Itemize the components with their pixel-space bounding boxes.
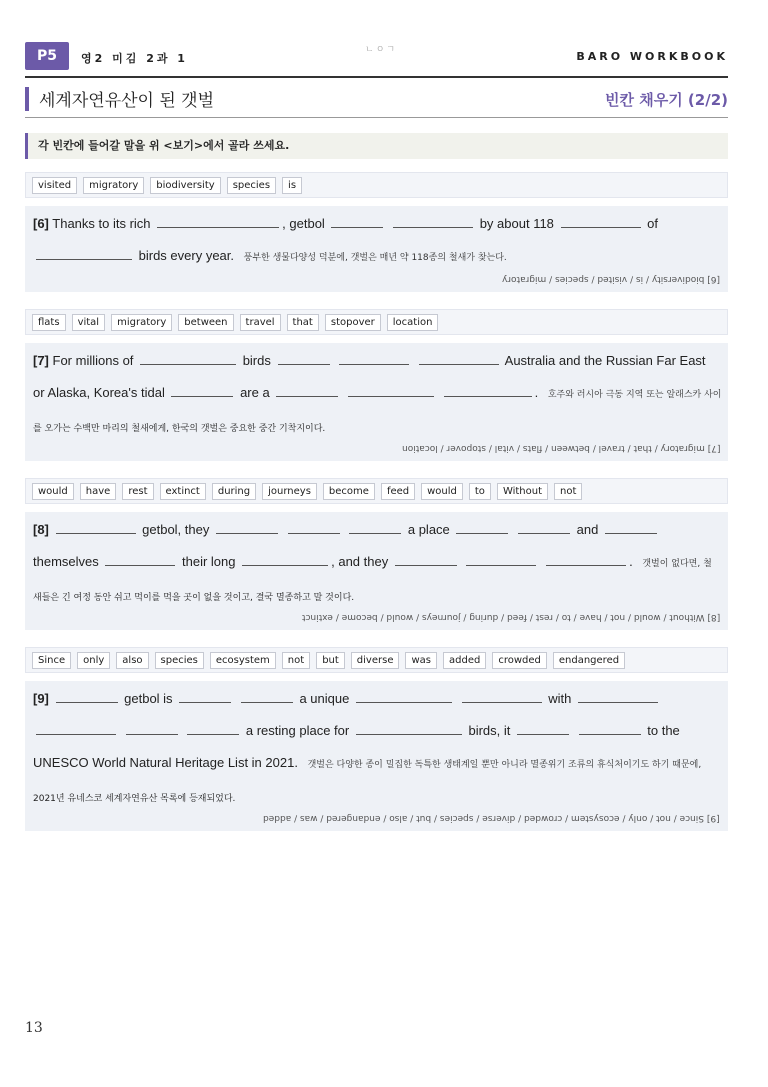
answer-blank[interactable]: [605, 522, 657, 534]
answer-blank[interactable]: [278, 353, 330, 365]
answer-blank[interactable]: [419, 353, 499, 365]
answer-blank[interactable]: [462, 691, 542, 703]
word-chip: migratory: [111, 314, 172, 331]
upside-down-answer: [6] biodiversity / is / visited / species / migratory: [501, 274, 720, 284]
word-chip: biodiversity: [150, 177, 220, 194]
q9-line-4: 2021년 유네스코 세계자연유산 목록에 등재되었다.: [33, 794, 236, 804]
q7-text: For millions of: [52, 353, 134, 368]
q6-text: Thanks to its rich: [52, 216, 151, 231]
word-chip: diverse: [351, 652, 400, 669]
word-chip: endangered: [553, 652, 625, 669]
word-chip: extinct: [160, 483, 206, 500]
q6-text: by about 118: [479, 216, 554, 231]
word-chip: journeys: [262, 483, 317, 500]
q6-text: , getbol: [282, 216, 325, 231]
answer-blank[interactable]: [395, 554, 457, 566]
page-mark: ㄴㅇㄱ: [365, 45, 398, 55]
q7-text: are a: [240, 385, 270, 400]
q9-text: UNESCO World Natural Heritage List in 2021.: [33, 755, 298, 770]
word-chip: migratory: [83, 177, 144, 194]
answer-blank[interactable]: [171, 385, 233, 397]
answer-blank[interactable]: [242, 554, 328, 566]
question-number: [6]: [33, 216, 49, 231]
word-bank-8: [25, 478, 728, 504]
q6-text: birds every year.: [138, 248, 234, 263]
word-chip: crowded: [492, 652, 547, 669]
answer-blank[interactable]: [349, 522, 401, 534]
upside-down-answer: [9] Since / not / only / ecosystem / crowded / diverse / species / but / also / endangered / was / added: [263, 813, 720, 823]
q7-text: birds: [242, 353, 271, 368]
word-chip: stopover: [325, 314, 381, 331]
q8-line-1: [33, 522, 660, 537]
q7-line-1: [33, 353, 706, 368]
korean-translation: 풍부한 생물다양성 덕분에, 갯벌은 매년 약 118종의 철새가 찾는다.: [243, 253, 507, 263]
q7-text: or Alaska, Korea's tidal: [33, 385, 165, 400]
answer-blank[interactable]: [466, 554, 536, 566]
q8-text: their long: [182, 554, 236, 569]
q8-text: a place: [407, 522, 450, 537]
question-6: [25, 206, 728, 292]
q6-line-1: [33, 216, 658, 231]
title-accent-bar: [25, 87, 29, 111]
answer-blank[interactable]: [187, 723, 239, 735]
upside-down-answer: [8] Without / would / not / have / to / rest / feed / during / journeys / would / become / extinct: [301, 612, 720, 622]
question-9: [25, 681, 728, 831]
korean-translation: 갯벌은 다양한 종이 밀집한 독특한 생태계일 뿐만 아니라 멸종위기 조류의 휴식처이기도 하기 때문에,: [307, 760, 702, 770]
word-chip: visited: [32, 177, 77, 194]
answer-blank[interactable]: [276, 385, 338, 397]
q7-text: Australia and the Russian Far East: [504, 353, 706, 368]
title-row: [25, 84, 728, 118]
korean-translation: 호주와 러시아 극동 지역 또는 알래스카 사이: [547, 390, 722, 400]
answer-blank[interactable]: [518, 522, 570, 534]
page-number: 13: [25, 1020, 43, 1036]
word-chip: Without: [497, 483, 548, 500]
q9-line-1: [33, 691, 661, 706]
answer-blank[interactable]: [393, 216, 473, 228]
word-chip: added: [443, 652, 486, 669]
q8-line-3: 새들은 긴 여정 동안 쉬고 먹이를 먹을 곳이 없을 것이고, 결국 멸종하고 말 것이다.: [33, 593, 355, 603]
word-chip: not: [282, 652, 310, 669]
word-chip: would: [32, 483, 74, 500]
word-chip: also: [116, 652, 148, 669]
word-chip: would: [421, 483, 463, 500]
answer-blank[interactable]: [179, 691, 231, 703]
answer-blank[interactable]: [288, 522, 340, 534]
q6-line-2: [33, 248, 507, 263]
answer-blank[interactable]: [578, 691, 658, 703]
question-7: [25, 343, 728, 461]
answer-blank[interactable]: [56, 691, 118, 703]
word-chip: rest: [122, 483, 153, 500]
q9-text: with: [548, 691, 572, 706]
q9-text: getbol is: [124, 691, 173, 706]
question-number: [8]: [33, 522, 49, 537]
page-subtitle: 빈칸 채우기 (2/2): [605, 91, 728, 109]
book-code: 영2 미김 2과 1: [81, 52, 188, 65]
answer-blank[interactable]: [140, 353, 236, 365]
answer-blank[interactable]: [456, 522, 508, 534]
question-number: [7]: [33, 353, 49, 368]
upside-down-answer: [7] migratory / that / travel / between / flats / vital / stopover / location: [401, 443, 720, 453]
q8-text: getbol, they: [142, 522, 210, 537]
answer-blank[interactable]: [36, 248, 132, 260]
q9-text: a resting place for: [245, 723, 350, 738]
answer-blank[interactable]: [241, 691, 293, 703]
answer-blank[interactable]: [126, 723, 178, 735]
word-chip: not: [554, 483, 582, 500]
q8-line-2: [33, 554, 712, 569]
question-8: [25, 512, 728, 630]
instruction: 각 빈칸에 들어갈 말을 위 <보기>에서 골라 쓰세요.: [25, 133, 728, 159]
answer-blank[interactable]: [339, 353, 409, 365]
q9-line-2: [33, 723, 680, 738]
q8-text: and: [576, 522, 599, 537]
word-chip: species: [155, 652, 204, 669]
answer-blank[interactable]: [348, 385, 434, 397]
answer-blank[interactable]: [579, 723, 641, 735]
q9-text: to the: [647, 723, 680, 738]
word-bank-9: [25, 647, 728, 673]
q8-text: themselves: [33, 554, 99, 569]
answer-blank[interactable]: [157, 216, 279, 228]
q8-text: , and they: [331, 554, 389, 569]
word-chip: to: [469, 483, 491, 500]
answer-blank[interactable]: [561, 216, 641, 228]
answer-blank[interactable]: [56, 522, 136, 534]
word-chip: location: [387, 314, 439, 331]
word-chip: only: [77, 652, 110, 669]
word-chip: Since: [32, 652, 71, 669]
answer-blank[interactable]: [517, 723, 569, 735]
word-bank-7: [25, 309, 728, 335]
q9-line-3: [33, 755, 701, 770]
word-chip: vital: [72, 314, 106, 331]
q7-line-2: [33, 385, 722, 400]
q8-text: .: [629, 554, 633, 569]
q6-text: of: [647, 216, 659, 231]
q9-text: a unique: [299, 691, 350, 706]
word-chip: travel: [240, 314, 281, 331]
word-chip: feed: [381, 483, 415, 500]
answer-blank[interactable]: [356, 691, 452, 703]
word-chip: become: [323, 483, 375, 500]
answer-blank[interactable]: [36, 723, 116, 735]
q7-line-3: 를 오가는 수백만 마리의 철새에게, 한국의 갯벌은 중요한 중간 기착지이다.: [33, 424, 326, 434]
brand-label: BARO WORKBOOK: [576, 50, 728, 63]
word-chip: between: [178, 314, 233, 331]
answer-blank[interactable]: [105, 554, 175, 566]
answer-blank[interactable]: [444, 385, 532, 397]
answer-blank[interactable]: [546, 554, 626, 566]
answer-blank[interactable]: [331, 216, 383, 228]
question-number: [9]: [33, 691, 49, 706]
word-chip: have: [80, 483, 117, 500]
page-header: [25, 40, 728, 78]
word-bank-6: [25, 172, 728, 198]
word-chip: but: [316, 652, 345, 669]
word-chip: was: [405, 652, 437, 669]
word-chip: flats: [32, 314, 66, 331]
word-chip: that: [287, 314, 319, 331]
q9-text: birds, it: [468, 723, 511, 738]
korean-translation: 갯벌이 없다면, 철: [642, 559, 712, 569]
answer-blank[interactable]: [356, 723, 462, 735]
word-chip: is: [282, 177, 302, 194]
page-badge: P5: [25, 42, 69, 70]
q7-text: .: [534, 385, 539, 400]
word-chip: species: [227, 177, 276, 194]
word-chip: ecosystem: [210, 652, 276, 669]
answer-blank[interactable]: [216, 522, 278, 534]
word-chip: during: [212, 483, 256, 500]
page-title: 세계자연유산이 된 갯벌: [39, 91, 215, 111]
